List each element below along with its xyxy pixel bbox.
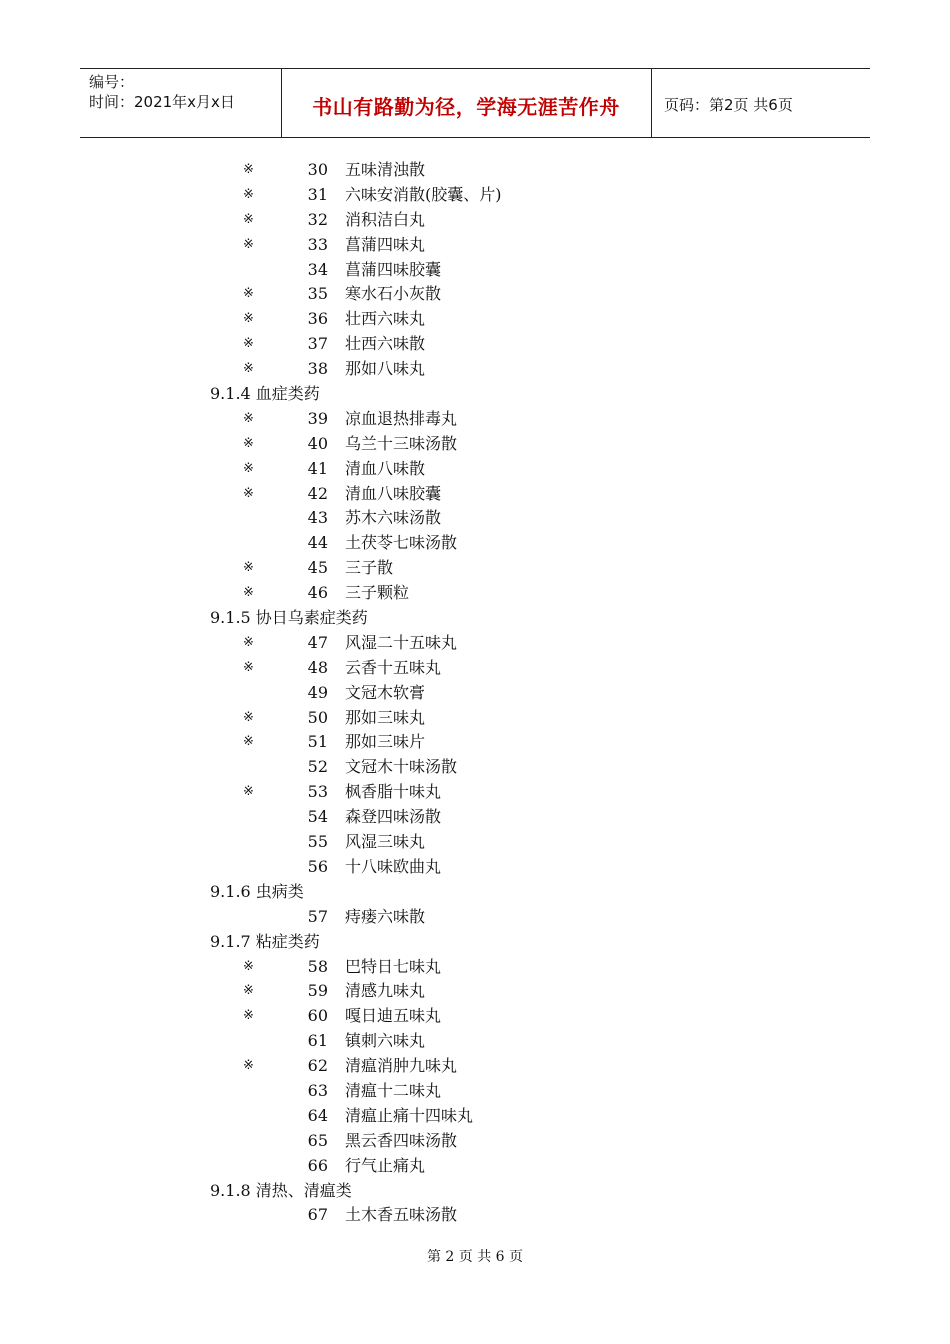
header-middle-cell xyxy=(281,69,652,137)
list-item xyxy=(0,457,950,482)
list-item xyxy=(0,531,950,556)
item-number: 58 xyxy=(307,956,328,976)
section-title: 9.1.7 粘症类药 xyxy=(210,931,320,951)
item-number: 54 xyxy=(307,807,328,827)
header-motto: 书山有路勤为径，学海无涯苦作舟 xyxy=(312,95,620,119)
item-number: 34 xyxy=(307,259,328,279)
list-item xyxy=(0,332,950,357)
reference-mark-icon: ※ xyxy=(243,709,254,725)
item-name: 十八味欧曲丸 xyxy=(345,856,442,876)
reference-mark-icon: ※ xyxy=(243,983,254,999)
list-item xyxy=(0,955,950,980)
section-title: 9.1.6 虫病类 xyxy=(210,881,304,901)
list-item xyxy=(0,432,950,457)
item-name: 菖蒲四味胶囊 xyxy=(345,259,442,279)
list-item xyxy=(0,282,950,307)
reference-mark-icon: ※ xyxy=(243,162,254,177)
list-item xyxy=(0,631,950,656)
list-item xyxy=(0,780,950,805)
item-number: 38 xyxy=(307,359,328,379)
item-name: 巴特日七味丸 xyxy=(345,956,442,976)
list-item xyxy=(0,506,950,531)
item-number: 64 xyxy=(307,1105,328,1125)
item-name: 云香十五味丸 xyxy=(345,657,442,677)
item-number: 41 xyxy=(307,458,328,478)
list-item xyxy=(0,979,950,1004)
item-number: 62 xyxy=(307,1056,328,1076)
item-name: 清血八味散 xyxy=(345,458,426,478)
item-number: 40 xyxy=(307,433,328,453)
item-number: 65 xyxy=(307,1130,328,1150)
reference-mark-icon: ※ xyxy=(243,435,254,451)
item-number: 53 xyxy=(307,782,328,802)
item-name: 风湿三味丸 xyxy=(345,832,426,852)
list-item xyxy=(0,706,950,731)
list-item xyxy=(0,233,950,258)
item-number: 50 xyxy=(307,707,328,727)
section-heading-row xyxy=(0,930,950,955)
item-name: 森登四味汤散 xyxy=(345,807,442,827)
item-number: 55 xyxy=(307,832,328,852)
list-item xyxy=(0,1029,950,1054)
section-heading-row xyxy=(0,880,950,905)
item-name: 寒水石小灰散 xyxy=(345,284,442,304)
reference-mark-icon: ※ xyxy=(243,734,254,750)
list-item xyxy=(0,208,950,233)
item-number: 57 xyxy=(307,906,328,926)
list-item xyxy=(0,1154,950,1179)
item-number: 45 xyxy=(307,558,328,578)
item-number: 63 xyxy=(307,1080,328,1100)
list-item xyxy=(0,1054,950,1079)
page-header xyxy=(80,68,870,138)
item-name: 镇刺六味丸 xyxy=(345,1031,426,1051)
item-number: 48 xyxy=(307,657,328,677)
reference-mark-icon: ※ xyxy=(243,211,254,227)
item-name: 嘎日迪五味丸 xyxy=(345,1006,442,1026)
item-name: 土茯苓七味汤散 xyxy=(345,533,458,553)
item-number: 33 xyxy=(307,234,328,254)
list-item xyxy=(0,730,950,755)
item-number: 67 xyxy=(307,1205,328,1225)
item-name: 凉血退热排毒丸 xyxy=(345,408,458,428)
section-title: 9.1.4 血症类药 xyxy=(210,384,320,404)
item-name: 消积洁白丸 xyxy=(345,209,426,229)
item-name: 文冠木软膏 xyxy=(345,682,426,702)
reference-mark-icon: ※ xyxy=(243,634,254,650)
reference-mark-icon: ※ xyxy=(243,958,254,974)
list-item xyxy=(0,1004,950,1029)
list-item xyxy=(0,681,950,706)
item-name: 黑云香四味汤散 xyxy=(345,1130,458,1150)
list-item xyxy=(0,258,950,283)
item-name: 风湿二十五味丸 xyxy=(345,632,458,652)
item-name: 清瘟止痛十四味丸 xyxy=(345,1105,474,1125)
item-number: 32 xyxy=(307,209,328,229)
list-item xyxy=(0,482,950,507)
list-item xyxy=(0,556,950,581)
item-number: 49 xyxy=(307,682,328,702)
item-name: 菖蒲四味丸 xyxy=(345,234,426,254)
list-item xyxy=(0,755,950,780)
item-number: 51 xyxy=(307,732,328,752)
item-name: 三子颗粒 xyxy=(345,583,410,603)
item-number: 52 xyxy=(307,757,328,777)
section-title: 9.1.8 清热、清瘟类 xyxy=(210,1180,352,1200)
item-number: 59 xyxy=(307,981,328,1001)
item-name: 六味安消散(胶囊、片) xyxy=(345,184,502,204)
item-name: 三子散 xyxy=(345,558,394,578)
reference-mark-icon: ※ xyxy=(243,485,254,501)
reference-mark-icon: ※ xyxy=(243,186,254,202)
reference-mark-icon: ※ xyxy=(243,460,254,476)
item-name: 壮西六味散 xyxy=(345,334,426,354)
reference-mark-icon: ※ xyxy=(243,1008,254,1024)
item-name: 清血八味胶囊 xyxy=(345,483,442,503)
reference-mark-icon: ※ xyxy=(243,286,254,302)
list-item xyxy=(0,855,950,880)
item-name: 清感九味丸 xyxy=(345,981,426,1001)
reference-mark-icon: ※ xyxy=(243,336,254,352)
item-name: 文冠木十味汤散 xyxy=(345,757,458,777)
reference-mark-icon: ※ xyxy=(243,410,254,426)
list-item xyxy=(0,656,950,681)
item-number: 39 xyxy=(307,408,328,428)
list-item xyxy=(0,1079,950,1104)
section-heading-row xyxy=(0,606,950,631)
list-item xyxy=(0,183,950,208)
reference-mark-icon: ※ xyxy=(243,784,254,800)
item-name: 那如三味片 xyxy=(345,732,426,752)
list-item xyxy=(0,158,950,183)
section-heading-row xyxy=(0,1179,950,1204)
list-item xyxy=(0,830,950,855)
page-footer: 第 2 页 共 6 页 xyxy=(426,1249,524,1265)
item-number: 42 xyxy=(307,483,328,503)
item-number: 30 xyxy=(307,160,328,179)
drug-list xyxy=(0,158,950,1228)
list-item xyxy=(0,581,950,606)
reference-mark-icon: ※ xyxy=(243,1058,254,1074)
list-item xyxy=(0,307,950,332)
item-name: 枫香脂十味丸 xyxy=(345,782,442,802)
item-number: 61 xyxy=(307,1031,328,1051)
item-number: 46 xyxy=(307,583,328,603)
item-name: 清瘟消肿九味丸 xyxy=(345,1056,458,1076)
item-name: 清瘟十二味丸 xyxy=(345,1080,442,1100)
item-name: 那如八味丸 xyxy=(345,359,426,379)
item-name: 痔瘘六味散 xyxy=(345,906,426,926)
reference-mark-icon: ※ xyxy=(243,560,254,576)
item-name: 壮西六味丸 xyxy=(345,309,426,329)
item-name: 乌兰十三味汤散 xyxy=(345,433,458,453)
item-name: 五味清浊散 xyxy=(345,160,426,179)
item-number: 43 xyxy=(307,508,328,528)
list-item xyxy=(0,1203,950,1228)
item-number: 60 xyxy=(307,1006,328,1026)
document-date-label: 时间：2021年x月x日 xyxy=(89,93,235,111)
item-name: 行气止痛丸 xyxy=(345,1155,426,1175)
list-item xyxy=(0,1129,950,1154)
item-name: 土木香五味汤散 xyxy=(345,1205,458,1225)
item-number: 35 xyxy=(307,284,328,304)
reference-mark-icon: ※ xyxy=(243,361,254,377)
reference-mark-icon: ※ xyxy=(243,659,254,675)
item-number: 47 xyxy=(307,632,328,652)
item-number: 31 xyxy=(307,184,328,204)
reference-mark-icon: ※ xyxy=(243,585,254,601)
list-item xyxy=(0,407,950,432)
header-left-cell xyxy=(80,69,282,137)
header-right-cell xyxy=(652,69,870,137)
header-page-indicator: 页码：第2页 共6页 xyxy=(664,96,793,114)
reference-mark-icon: ※ xyxy=(243,236,254,252)
list-item xyxy=(0,357,950,382)
list-item xyxy=(0,805,950,830)
list-item xyxy=(0,1104,950,1129)
document-number-label: 编号： xyxy=(89,73,135,91)
reference-mark-icon: ※ xyxy=(243,311,254,327)
section-heading-row xyxy=(0,382,950,407)
item-number: 56 xyxy=(307,856,328,876)
item-number: 44 xyxy=(307,533,328,553)
item-name: 那如三味丸 xyxy=(345,707,426,727)
item-name: 苏木六味汤散 xyxy=(345,508,442,528)
list-item xyxy=(0,905,950,930)
item-number: 66 xyxy=(307,1155,328,1175)
item-number: 36 xyxy=(307,309,328,329)
section-title: 9.1.5 协日乌素症类药 xyxy=(210,608,368,628)
item-number: 37 xyxy=(307,334,328,354)
